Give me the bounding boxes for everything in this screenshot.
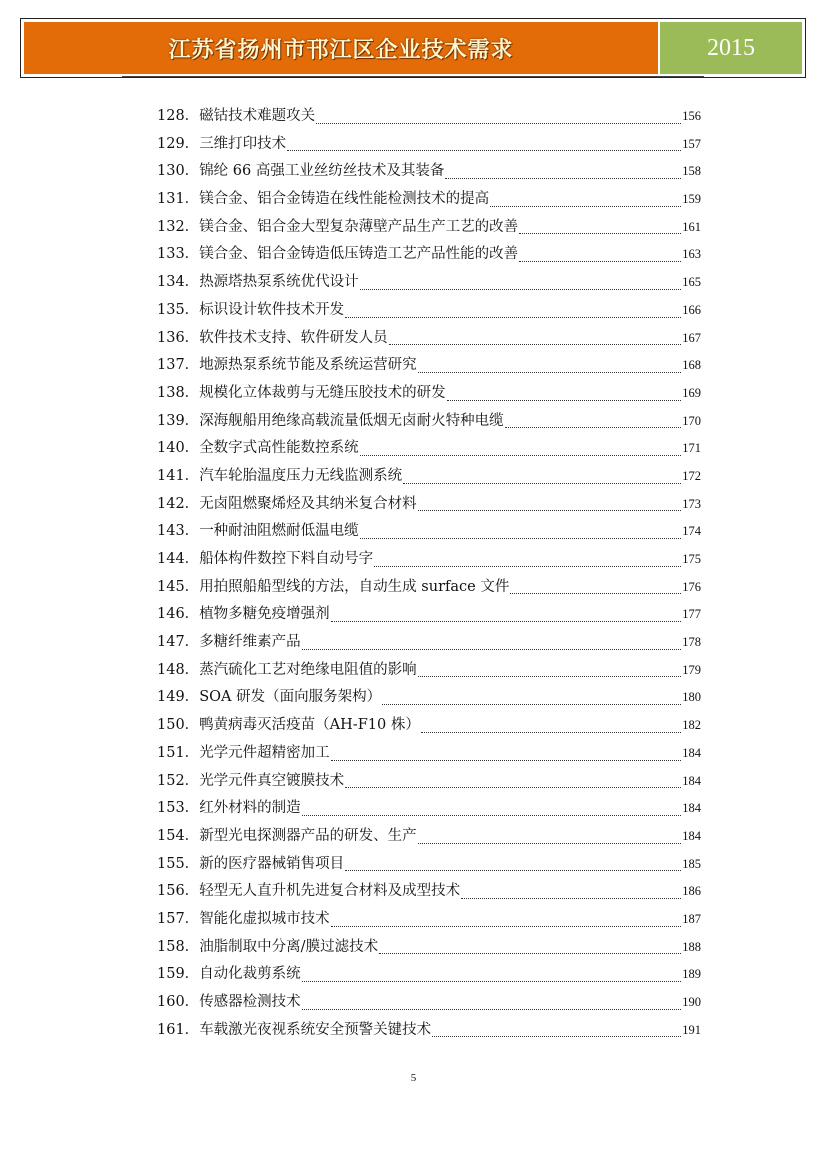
toc-entry[interactable] [157,852,701,880]
toc-entry-number: 138． [157,384,200,401]
toc-dot-leader [421,731,681,733]
toc-entry-page: 182 [682,718,701,733]
toc-entry-title: 镁合金、铝合金铸造低压铸造工艺产品性能的改善 [199,246,519,263]
toc-entry-number: 146． [157,606,200,623]
toc-entry-page: 190 [682,995,701,1009]
toc-dot-leader [302,814,682,816]
toc-entry-number: 141． [157,467,200,484]
toc-entry[interactable] [157,159,701,187]
toc-entry-number: 153． [157,800,200,817]
toc-entry[interactable] [157,215,701,243]
toc-entry-title: 规模化立体裁剪与无缝压胶技术的研发 [199,384,446,401]
toc-entry-page: 168 [682,358,701,373]
toc-entry[interactable] [157,409,701,437]
toc-dot-leader [418,842,682,844]
toc-entry-page: 178 [682,635,701,650]
toc-entry-number: 147． [157,634,200,651]
toc-entry-number: 134． [157,274,200,291]
header-title: 江苏省扬州市邗江区企业技术需求 [168,37,514,63]
page-number: 5 [410,1072,417,1084]
toc-dot-leader [287,149,681,151]
toc-entry-number: 131． [157,191,200,208]
toc-entry[interactable] [157,741,701,769]
toc-entry-title: 三维打印技术 [199,135,287,152]
toc-entry-page: 158 [682,164,701,179]
toc-dot-leader [490,205,681,207]
toc-entry-number: 152． [157,772,200,789]
toc-dot-leader [382,703,681,705]
toc-entry[interactable] [157,353,701,381]
toc-entry-title: 镁合金、铝合金大型复杂薄壁产品生产工艺的改善 [199,218,519,235]
toc-entry[interactable] [157,685,701,713]
toc-entry-page: 156 [682,109,701,123]
toc-entry-number: 160． [157,994,200,1010]
toc-dot-leader [418,509,682,511]
toc-entry[interactable] [157,713,701,741]
toc-entry-page: 179 [682,662,701,677]
toc-entry-page: 163 [682,247,701,262]
toc-entry-title: 全数字式高性能数控系统 [199,440,359,457]
toc-dot-leader [418,371,682,373]
toc-entry-page: 159 [682,192,701,207]
toc-entry-page: 184 [682,773,701,788]
table-of-contents [157,104,701,1045]
toc-entry-number: 148． [157,661,200,678]
toc-entry-number: 158． [157,938,200,955]
toc-entry[interactable] [157,658,701,686]
toc-dot-leader [461,897,681,899]
toc-entry-page: 175 [682,552,701,566]
toc-entry-number: 156． [157,883,200,900]
toc-entry-title: 新的医疗器械销售项目 [199,855,345,872]
header-title-band [24,22,658,74]
toc-dot-leader [360,537,682,539]
toc-entry[interactable] [157,907,701,935]
toc-entry-number: 150． [157,717,200,734]
toc-entry-title: 汽车轮胎温度压力无线监测系统 [199,467,403,484]
toc-entry-page: 191 [682,1022,701,1037]
toc-dot-leader [519,260,681,262]
toc-entry-title: 智能化虚拟城市技术 [199,910,330,927]
toc-entry-title: 光学元件超精密加工 [199,744,330,761]
toc-entry-number: 135． [157,301,200,318]
toc-entry-title: SOA 研发（面向服务架构） [199,689,382,706]
toc-dot-leader [345,869,681,871]
toc-entry-number: 133． [157,246,200,263]
toc-entry-number: 159． [157,966,200,983]
toc-entry-title: 轻型无人直升机先进复合材料及成型技术 [199,883,461,900]
toc-entry-page: 167 [682,330,701,345]
toc-dot-leader [447,399,682,401]
toc-entry[interactable] [157,602,701,630]
toc-entry-page: 187 [682,911,701,926]
toc-entry-page: 174 [682,524,701,539]
toc-entry-title: 深海舰船用绝缘高载流量低烟无卤耐火特种电缆 [199,412,504,429]
toc-entry-number: 151． [157,744,200,761]
toc-dot-leader [389,343,682,345]
toc-entry[interactable] [157,381,701,409]
toc-entry-page: 166 [682,302,701,317]
toc-entry-page: 165 [682,275,701,290]
toc-entry[interactable] [157,575,701,603]
toc-entry-number: 145． [157,578,200,595]
toc-dot-leader [316,122,681,124]
toc-entry-title: 植物多糖免疫增强剂 [199,606,330,623]
toc-entry-page: 173 [682,496,701,511]
toc-entry-title: 多糖纤维素产品 [199,634,301,651]
toc-entry-number: 142． [157,495,200,512]
toc-entry-page: 157 [682,136,701,151]
toc-dot-leader [403,482,681,484]
toc-entry-page: 171 [682,441,701,456]
toc-entry[interactable] [157,187,701,215]
toc-entry-number: 137． [157,357,200,374]
toc-entry-number: 130． [157,163,200,180]
toc-entry[interactable] [157,1018,701,1046]
toc-entry[interactable] [157,824,701,852]
toc-entry[interactable] [157,132,701,160]
toc-entry-number: 128． [157,108,200,124]
toc-dot-leader [418,675,682,677]
toc-entry-title: 油脂制取中分离/膜过滤技术 [199,938,379,955]
toc-entry-number: 140． [157,440,200,457]
toc-entry[interactable] [157,492,701,520]
toc-entry-number: 139． [157,412,200,429]
toc-entry-title: 鸭黄病毒灭活疫苗（AH-F10 株） [199,717,420,734]
toc-entry-title: 一种耐油阻燃耐低温电缆 [199,523,359,540]
header-year-band [660,22,802,74]
toc-entry-title: 新型光电探测器产品的研发、生产 [199,827,417,844]
toc-dot-leader [331,925,682,927]
toc-entry-page: 170 [682,413,701,428]
toc-entry[interactable] [157,769,701,797]
toc-entry[interactable] [157,935,701,963]
toc-dot-leader [510,592,681,594]
toc-entry-number: 132． [157,218,200,235]
toc-entry-title: 用拍照船船型线的方法，自动生成 surface 文件 [199,578,510,595]
toc-entry[interactable] [157,519,701,547]
toc-entry-title: 软件技术支持、软件研发人员 [199,329,388,346]
toc-entry-page: 180 [682,690,701,705]
toc-entry-title: 镁合金、铝合金铸造在线性能检测技术的提高 [199,191,490,208]
toc-dot-leader [445,177,681,179]
toc-entry-number: 129． [157,135,200,152]
toc-entry[interactable] [157,242,701,270]
toc-entry[interactable] [157,796,701,824]
toc-entry-page: 177 [682,607,701,622]
toc-entry-number: 157． [157,910,200,927]
toc-entry-page: 189 [682,967,701,982]
toc-entry-title: 热源塔热泵系统优代设计 [199,274,359,291]
toc-entry-title: 蒸汽硫化工艺对绝缘电阻值的影响 [199,661,417,678]
toc-entry-page: 169 [682,385,701,400]
toc-entry-title: 无卤阻燃聚烯烃及其纳米复合材料 [199,495,417,512]
toc-entry[interactable] [157,326,701,354]
toc-entry-number: 149． [157,689,200,706]
toc-entry[interactable] [157,879,701,907]
toc-entry-page: 185 [682,856,701,871]
toc-entry[interactable] [157,962,701,990]
header-divider [122,76,704,77]
toc-entry-number: 136． [157,329,200,346]
toc-entry-number: 154． [157,827,200,844]
toc-entry-title: 地源热泵系统节能及系统运营研究 [199,357,417,374]
toc-entry-title: 标识设计软件技术开发 [199,301,345,318]
toc-dot-leader [331,759,682,761]
toc-entry-page: 176 [682,579,701,594]
toc-dot-leader [302,1008,682,1010]
toc-entry-page: 188 [682,939,701,954]
toc-entry-title: 光学元件真空镀膜技术 [199,772,345,789]
toc-entry[interactable] [157,630,701,658]
toc-entry-title: 船体构件数控下料自动号字 [199,551,374,567]
toc-entry-title: 磁钴技术难题攻关 [199,108,316,124]
toc-entry-page: 186 [682,884,701,899]
toc-dot-leader [374,565,681,567]
toc-dot-leader [302,980,682,982]
toc-entry-page: 172 [682,468,701,483]
toc-entry[interactable] [157,104,701,132]
toc-dot-leader [331,620,682,622]
toc-dot-leader [302,648,682,650]
header-year: 2015 [707,34,755,61]
toc-entry-number: 161． [157,1021,200,1038]
toc-dot-leader [345,786,681,788]
toc-entry-title: 车载激光夜视系统安全预警关键技术 [199,1021,432,1038]
toc-entry[interactable] [157,464,701,492]
toc-entry[interactable] [157,547,701,575]
toc-entry[interactable] [157,270,701,298]
toc-entry-title: 传感器检测技术 [199,994,301,1010]
toc-dot-leader [432,1035,681,1037]
toc-entry-title: 锦纶 66 高强工业丝纺丝技术及其装备 [199,163,445,180]
toc-dot-leader [360,288,682,290]
toc-entry-number: 155． [157,855,200,872]
toc-entry-title: 自动化裁剪系统 [199,966,301,983]
toc-entry[interactable] [157,436,701,464]
toc-dot-leader [345,316,681,318]
toc-entry-page: 184 [682,745,701,760]
toc-entry[interactable] [157,298,701,326]
toc-entry-title: 红外材料的制造 [199,800,301,817]
toc-dot-leader [505,426,682,428]
toc-entry-page: 184 [682,828,701,843]
toc-dot-leader [519,232,681,234]
toc-entry-page: 161 [682,219,701,234]
toc-entry-page: 184 [682,801,701,816]
toc-entry[interactable] [157,990,701,1018]
toc-entry-number: 143． [157,523,200,540]
toc-entry-number: 144． [157,551,200,567]
toc-dot-leader [379,952,681,954]
toc-dot-leader [360,454,682,456]
